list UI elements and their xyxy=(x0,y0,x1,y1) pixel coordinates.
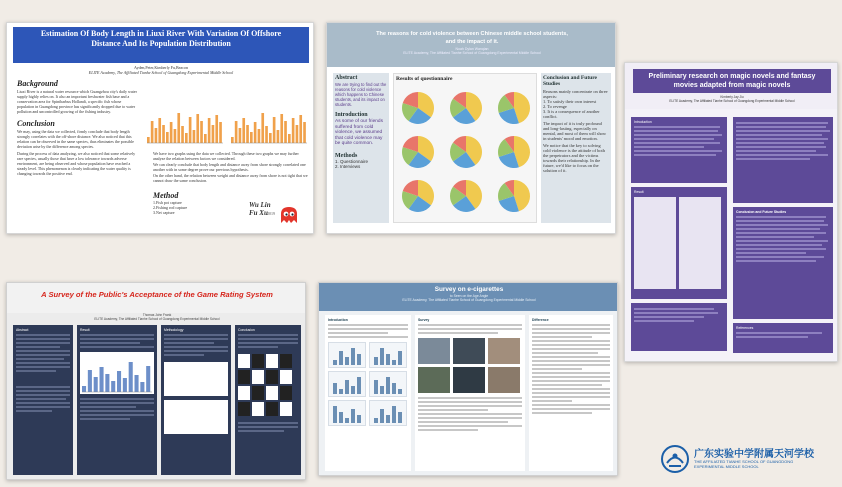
thumbnail-bar xyxy=(333,406,337,423)
poster4-chart-small xyxy=(164,400,228,434)
conclusion2-heading: Conclusion and Future Studies xyxy=(543,75,597,87)
poster3-conclusion-box xyxy=(733,207,833,319)
thumbnail-bar xyxy=(82,386,86,392)
poster1-bar-chart-2 xyxy=(229,109,309,145)
thumbnail-bar xyxy=(386,377,390,394)
thumbnail-bar xyxy=(374,357,378,365)
poster2-header xyxy=(327,23,616,67)
thumbnail-bar xyxy=(250,132,253,143)
pie-thumbnail xyxy=(496,178,532,214)
thumbnail-bar xyxy=(215,115,218,143)
methods-item: 1. Questionnaire xyxy=(335,158,369,164)
conclusion-text-1: We may, using the data we collected, firmly conclude that body length strongly correlates with the off-shore distance. We also noticed that this relation can be observed in the same species, thus eliminates the possible deviation arise by the difference among species. xyxy=(17,129,134,149)
photo xyxy=(453,367,485,393)
thumbnail-bar xyxy=(254,122,257,143)
poster-e-cigarettes xyxy=(318,282,618,476)
pie-thumbnail xyxy=(448,134,484,170)
poster3-left-column xyxy=(631,117,727,353)
poster5-header xyxy=(319,283,618,311)
thumbnail-bar xyxy=(380,386,384,394)
thumbnail-bar xyxy=(196,114,199,143)
abstract-heading: Abstract xyxy=(335,75,358,81)
pie-thumbnail xyxy=(448,178,484,214)
photo xyxy=(488,338,520,364)
photo xyxy=(488,367,520,393)
pie-thumbnail xyxy=(400,134,436,170)
thumbnail-bar xyxy=(357,415,361,423)
poster3-right-column xyxy=(733,117,833,353)
thumbnail-bar xyxy=(265,126,268,143)
conclusion-text-2: During the process of data analyzing, we also noticed that some relatively rare species, usually those that have a low tolerance towards adverse environment, are being observed and whose population have reached a steady level. This phenomenon is clearly indicating the water quality is changing towards the positive end. xyxy=(17,151,136,176)
poster3-affiliation: ELITE Academy, The Affiliated Tianhe School of Guangdong Experimental Middle School xyxy=(669,99,795,103)
poster1-method xyxy=(153,191,233,215)
thumbnail-bar xyxy=(398,351,402,365)
thumbnail-bar xyxy=(284,121,287,143)
middle-text-3: On the other hand, the relation between weight and distance away from shore is not tight that we cannot draw the same conclusion. xyxy=(153,173,308,183)
result-table-1 xyxy=(634,197,676,289)
poster5-col-heading: Difference xyxy=(532,318,549,322)
school-emblem-icon xyxy=(660,444,690,474)
thumbnail-bar xyxy=(117,371,121,392)
thumbnail-bar xyxy=(219,122,222,143)
photo xyxy=(418,338,450,364)
poster4-col-heading: Methodology xyxy=(164,328,184,332)
thumbnail-bar xyxy=(239,128,242,143)
thumbnail-bar xyxy=(200,121,203,143)
poster5-subtitle: to Seen on the Age Angle xyxy=(449,294,489,298)
thumbnail-bar xyxy=(299,115,302,143)
thumbnail-bar xyxy=(129,362,133,392)
thumbnail-bar xyxy=(386,415,390,423)
ghost-mascot-icon xyxy=(279,205,299,225)
thumbnail-bar xyxy=(151,121,154,143)
poster1-year: 2019 xyxy=(267,211,275,216)
pie-thumbnail xyxy=(496,134,532,170)
thumbnail-bar xyxy=(135,375,139,392)
thumbnail-bar xyxy=(333,383,337,394)
small-chart-grid xyxy=(328,342,408,426)
thumbnail-bar xyxy=(246,125,249,143)
thumbnail-bar xyxy=(280,114,283,143)
thumbnail-bar xyxy=(277,130,280,143)
poster1-middle-text xyxy=(153,151,309,183)
poster1-left-column xyxy=(17,79,137,176)
thumbnail-bar xyxy=(105,374,109,392)
conclusion2-text-1: The impact of it is truly profound and long-lasting, especially on mental, and most of them will show in students' mood and emotion. xyxy=(543,121,607,141)
thumbnail-bar xyxy=(146,366,150,392)
thumbnail-bar xyxy=(189,117,192,143)
thumbnail-bar xyxy=(162,125,165,143)
poster4-bar-graphic xyxy=(80,352,154,394)
thumbnail-bar xyxy=(193,130,196,143)
game-rating-icon-grid xyxy=(238,354,298,416)
thumbnail-bar xyxy=(351,348,355,365)
thumbnail-bar xyxy=(231,137,234,143)
thumbnail-bar xyxy=(296,125,299,143)
middle-text-2: We can clearly conclude that body length and distance away from shore strongly correlated one another with in some degree prove our previous hypothesis. xyxy=(153,162,306,172)
poster2-authors: Noah Dylan Wanqian xyxy=(455,47,489,51)
poster2-title-line2: and the impact of it. xyxy=(445,39,499,45)
pie-thumbnail xyxy=(496,90,532,126)
thumbnail-bar xyxy=(212,125,215,143)
method-item: 2.Fishing rod capture xyxy=(153,205,188,210)
poster4-col-heading: Result xyxy=(80,328,90,332)
thumbnail-bar xyxy=(392,406,396,423)
background-heading: Background xyxy=(17,79,58,88)
pie-thumbnail xyxy=(448,90,484,126)
poster4-col-heading: Abstract xyxy=(16,328,29,332)
poster3-text-box xyxy=(733,117,833,203)
poster4-affiliation: ELITE Academy, The Affiliated Tianhe School of Guangdong Experimental Middle School xyxy=(94,317,220,321)
thumbnail-bar xyxy=(269,133,272,143)
thumbnail-bar xyxy=(94,377,98,392)
poster-game-rating xyxy=(6,282,306,480)
poster4-col-3 xyxy=(161,325,231,475)
poster3-notes-box xyxy=(631,303,727,351)
thumbnail-bar xyxy=(208,118,211,143)
poster4-authors: Thomas John Frank xyxy=(142,313,172,317)
school-chinese-name: 广东实验中学附属天河学校 xyxy=(694,449,814,460)
thumbnail-bar xyxy=(303,122,306,143)
poster3-section2-heading: Result xyxy=(634,190,644,194)
thumbnail-bar xyxy=(88,370,92,392)
pie-chart-grid xyxy=(396,86,536,222)
thumbnail-bar xyxy=(380,348,384,365)
poster2-title-line1: The reasons for cold violence between Chinese middle school students, xyxy=(376,31,568,37)
middle-text-1: We have two graphs using the data we collected. Through these two graphs we may further analyze the relation between factors we considered. xyxy=(153,151,299,161)
poster3-authors: Kimberly Jay Jiu xyxy=(720,95,744,99)
bar-chart-graphic xyxy=(145,109,225,145)
poster1-title: Estimation Of Body Length in Liuxi River With Variation Of Offshore Distance And Its Population Distribution xyxy=(40,29,282,48)
poster4-col-4 xyxy=(235,325,301,475)
background-text: Liuxi River is a natural water resource which Guangzhou city's daily water supply highly relies on. It also an important freshwater fish base and a conservation area for Spinibarbus Hollandi, a specific fish whose population in Guangdong province has significantly dropped due to water pollution and uncontrolled growing of the fishing industry. xyxy=(17,89,137,114)
poster3-title-box xyxy=(633,69,831,93)
thumbnail-bar xyxy=(100,367,104,392)
poster5-col-heading: Introduction xyxy=(328,318,348,322)
conclusion2-item: 2. To revenge xyxy=(543,104,567,109)
conclusion2-item: 1. To satisfy their own interest xyxy=(543,99,597,104)
small-chart-thumbnail xyxy=(328,400,366,426)
thumbnail-bar xyxy=(204,134,207,143)
photo xyxy=(453,338,485,364)
thumbnail-bar xyxy=(166,132,169,143)
thumbnail-bar xyxy=(235,121,238,143)
poster2-right-column xyxy=(541,73,611,223)
thumbnail-bar xyxy=(357,377,361,394)
poster3-section1-heading: Introduction xyxy=(634,120,652,124)
poster1-header xyxy=(13,27,309,63)
poster1-signature: Wu Lin Fu Xu xyxy=(249,201,271,217)
poster1-bar-chart xyxy=(145,109,225,145)
small-chart-thumbnail xyxy=(369,400,407,426)
thumbnail-bar xyxy=(339,389,343,394)
thumbnail-bar xyxy=(392,360,396,365)
pie-thumbnail xyxy=(400,178,436,214)
poster-cold-violence xyxy=(326,22,616,234)
methods-heading: Methods xyxy=(335,152,358,159)
thumbnail-bar xyxy=(170,122,173,143)
result-table-2 xyxy=(679,197,721,289)
thumbnail-bar xyxy=(185,133,188,143)
intro-heading: Introduction xyxy=(335,112,368,118)
school-english-name-1: THE AFFILIATED TIANHE SCHOOL OF GUANGDONG xyxy=(694,459,794,464)
poster5-col-heading: Survey xyxy=(418,318,430,322)
thumbnail-bar xyxy=(374,418,378,423)
pie-thumbnail xyxy=(400,90,436,126)
conclusion2-intro: Reasons mainly concentrate on three aspects: xyxy=(543,89,608,99)
poster4-header xyxy=(7,283,306,313)
thumbnail-bar xyxy=(333,360,337,365)
thumbnail-bar xyxy=(258,129,261,143)
methods-item: 2. Interviews xyxy=(335,163,361,169)
poster3-section3-heading: Conclusion and Future Studies xyxy=(736,210,787,214)
poster-magic-novels xyxy=(624,62,838,362)
thumbnail-bar xyxy=(339,412,343,423)
poster5-col-1 xyxy=(325,315,411,471)
method-item: 3.Net capture xyxy=(153,210,175,215)
thumbnail-bar xyxy=(339,351,343,365)
poster1-authors: Ayden,Peter,Kimberly Fu,Beacon xyxy=(134,65,188,70)
results-heading: Results of questionnaire xyxy=(396,76,453,82)
abstract-text: We are trying to find out the reasons for cold violence which happens to Chinese students, and its impact on students. xyxy=(335,82,387,107)
poster5-affiliation: ELITE Academy, The Affiliated Tianhe School of Guangdong Experimental Middle School xyxy=(402,298,536,302)
poster1-affiliation: ELITE Academy, The Affiliated Tianhe School of Guangdong Experimental Middle School xyxy=(88,70,234,75)
thumbnail-bar xyxy=(111,381,115,392)
small-chart-thumbnail xyxy=(369,342,407,368)
method-heading: Method xyxy=(153,191,179,200)
poster4-line-chart xyxy=(80,352,154,394)
poster5-title: Survey on e-cigarettes xyxy=(434,286,504,293)
poster2-results xyxy=(393,73,537,223)
thumbnail-bar xyxy=(155,128,158,143)
thumbnail-bar xyxy=(261,113,264,143)
conclusion2-item: 3. It is a consequence of another conflict. xyxy=(543,109,600,119)
poster3-references-box xyxy=(733,323,833,353)
thumbnail-bar xyxy=(242,118,245,143)
e-cigarette-photo-grid xyxy=(418,338,522,393)
conclusion2-text-2: We notice that the key to solving cold violence is the attitude of both the perpetrators and the victims towards their relationship. In the future, we'd like to focus on the solution of it. xyxy=(543,143,605,173)
thumbnail-bar xyxy=(147,137,150,143)
thumbnail-bar xyxy=(386,354,390,365)
thumbnail-bar xyxy=(345,380,349,394)
thumbnail-bar xyxy=(273,117,276,143)
thumbnail-bar xyxy=(123,378,127,392)
poster3-header xyxy=(625,63,838,109)
poster3-section4-heading: References xyxy=(736,326,754,330)
thumbnail-bar xyxy=(174,129,177,143)
thumbnail-bar xyxy=(351,409,355,423)
thumbnail-bar xyxy=(177,113,180,143)
thumbnail-bar xyxy=(351,386,355,394)
thumbnail-bar xyxy=(158,118,161,143)
poster4-col-heading: Conclusion xyxy=(238,328,255,332)
thumbnail-bar xyxy=(345,357,349,365)
poster4-col-2 xyxy=(77,325,157,475)
poster4-title: A Survey of the Public's Acceptance of the Game Rating System xyxy=(41,290,273,299)
poster4-col-1 xyxy=(13,325,73,475)
bar-chart-graphic-2 xyxy=(229,109,309,145)
thumbnail-bar xyxy=(292,118,295,143)
thumbnail-bar xyxy=(398,389,402,394)
method-item: 1.Fish pot capture xyxy=(153,200,182,205)
school-logo xyxy=(660,442,842,482)
poster2-affiliation: ELITE Academy, The Affiliated Tianhe School of Guangdong Experimental Middle School xyxy=(403,51,541,55)
thumbnail-bar xyxy=(392,383,396,394)
conclusion-heading: Conclusion xyxy=(17,119,55,128)
thumbnail-bar xyxy=(398,412,402,423)
small-chart-thumbnail xyxy=(328,371,366,397)
poster5-col-2 xyxy=(415,315,525,471)
thumbnail-bar xyxy=(181,126,184,143)
poster-body-length xyxy=(6,22,314,234)
small-chart-thumbnail xyxy=(328,342,366,368)
poster3-result-box xyxy=(631,187,727,299)
photo xyxy=(418,367,450,393)
thumbnail-bar xyxy=(380,409,384,423)
intro-text: As some of our friends suffered from cold violence, we assumed that cold violence may be quite common. xyxy=(335,119,383,147)
small-chart-thumbnail xyxy=(369,371,407,397)
poster3-intro-box xyxy=(631,117,727,183)
thumbnail-bar xyxy=(374,380,378,394)
poster4-chart-small xyxy=(164,362,228,396)
school-english-name-2: EXPERIMENTAL MIDDLE SCHOOL xyxy=(694,464,759,469)
thumbnail-bar xyxy=(288,134,291,143)
thumbnail-bar xyxy=(345,418,349,423)
poster3-title: Preliminary research on magic novels and fantasy movies adapted from magic novels xyxy=(648,73,816,89)
thumbnail-bar xyxy=(357,354,361,365)
poster2-left-column xyxy=(333,73,389,223)
thumbnail-bar xyxy=(140,382,144,392)
poster5-col-3 xyxy=(529,315,613,471)
